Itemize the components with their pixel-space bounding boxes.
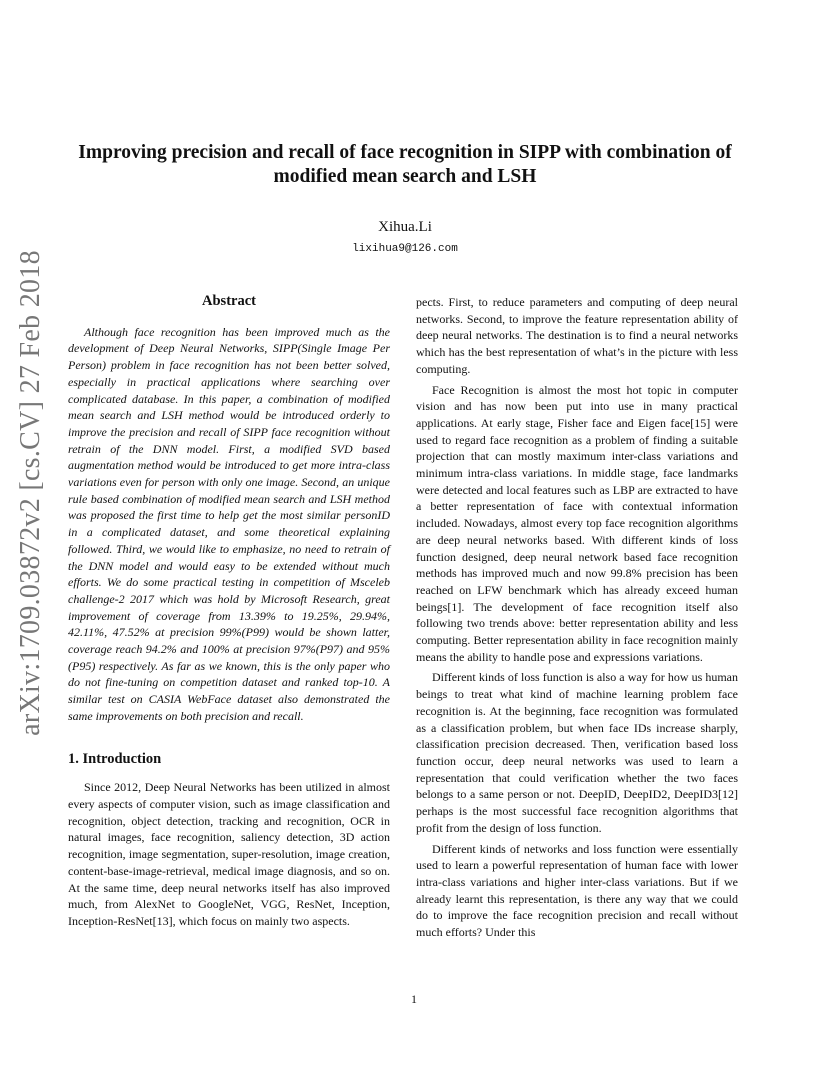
introduction-heading: 1. Introduction: [68, 750, 162, 767]
intro-paragraph-3: Different kinds of loss function is also a way for how us human beings to treat what kind of machine learning problem face recognition is. At the beginning, face recognition was formulated as a classification problem, but when face IDs increase sharply, classification precision decreased. Then, verification based loss function occur, deep neural networks was used to learn a representation that could verification whether the two faces belongs to a same person or not. DeepID, DeepID2, DeepID3[12] perhaps is the most successful face recognition algorithms that profit from the design of loss function.: [416, 670, 738, 835]
author-name: Xihua.Li: [378, 219, 432, 235]
intro-paragraph-4: Different kinds of networks and loss function were essentially used to learn a powerful representation of human face with lower intra-class variations and higher inter-class variations. But if we already learnt this representation, is there any way that we could do to improve the face recognition precision and recall without much efforts? Under this: [416, 841, 738, 940]
arxiv-identifier: [8, 250, 54, 736]
page-number: 1: [411, 992, 417, 1006]
paper-title: Improving precision and recall of face recognition in SIPP with combination of modified mean search and LSH: [78, 142, 732, 187]
right-column: [416, 294, 738, 945]
intro-paragraph-1: Since 2012, Deep Neural Networks has been utilized in almost every aspects of computer vision, such as image classification and recognition, object detection, tracking and recognition, OCR in natural images, face recognition, saliency detection, 3D action recognition, image segmentation, super-resolution, image creation, content-base-image-retrieval, medical image diagnosis, and so on. At the same time, deep neural networks itself has also improved much, from AlexNet to GoogleNet, VGG, ResNet, Inception, Inception-ResNet[13], which focus on mainly two aspects.: [68, 780, 390, 928]
arxiv-identifier-text: arXiv:1709.03872v2 [cs.CV] 27 Feb 2018: [15, 250, 46, 736]
left-column: [68, 293, 390, 934]
intro-paragraph-2: Face Recognition is almost the most hot topic in computer vision and has now been put into use in many practical applications. At early stage, Fisher face and Eigen face[15] were used to regard face recognition as a problem of finding a suitable projection that can mostly maximum inter-class variations and minimum intra-class variations. In middle stage, face landmarks were detected and local features such as LBP are extracted to have a better representation of face with contextual information included. Nowadays, almost every top face recognition algorithms are deep neural networks based. With different kinds of loss function designed, deep neural network based face recognition methods has improved much and now 99.8% precision has been reached on LFW benchmark which has already exceed human beings[1]. The development of face recognition itself also following two trends above: better representation ability and less computing. Better representation ability in face recognition mainly means the ability to handle pose and expressions variations.: [416, 382, 738, 664]
abstract-text: Although face recognition has been improved much as the development of Deep Neural Networks, SIPP(Single Image Per Person) problem in face recognition has not been better solved, especially in practical applications where searching over complicated database. In this paper, a combination of modified mean search and LSH method would be introduced orderly to improve the precision and recall of SIPP face recognition without retrain of the DNN model. First, a modified SVD based augmentation method would be introduced to get more intra-class variations even for person with only one image. Second, an unique rule based combination of modified mean search and LSH method was proposed the first time to help get the most similar personID in a complicated dataset, and some theoretical explaining followed. Third, we would like to emphasize, no need to retrain of the DNN model and would easy to be extended without much efforts. We do some practical testing in competition of Msceleb challenge-2 2017 which was hold by Microsoft Research, great improvement of coverage from 13.39% to 19.25%, 29.94%, 42.11%, 47.52% at precision 99%(P99) would be shown latter, coverage reach 94.2% and 100% at precision 97%(P97) and 95%(P95) respectively. As far as we known, this is the only paper who do not fine-tuning on competition dataset and ranked top-10. A similar test on CASIA WebFace dataset also demonstrated the same improvements on both precision and recall.: [68, 324, 390, 723]
abstract-heading: Abstract: [202, 293, 256, 309]
intro-paragraph-1-continued: pects. First, to reduce parameters and computing of deep neural networks. Second, to improve the feature representation ability of deep neural networks. The destination is to find a neural networks which has the best representation of what’s in the picture with less computing.: [416, 295, 738, 376]
author-email: lixihua9@126.com: [352, 243, 458, 255]
